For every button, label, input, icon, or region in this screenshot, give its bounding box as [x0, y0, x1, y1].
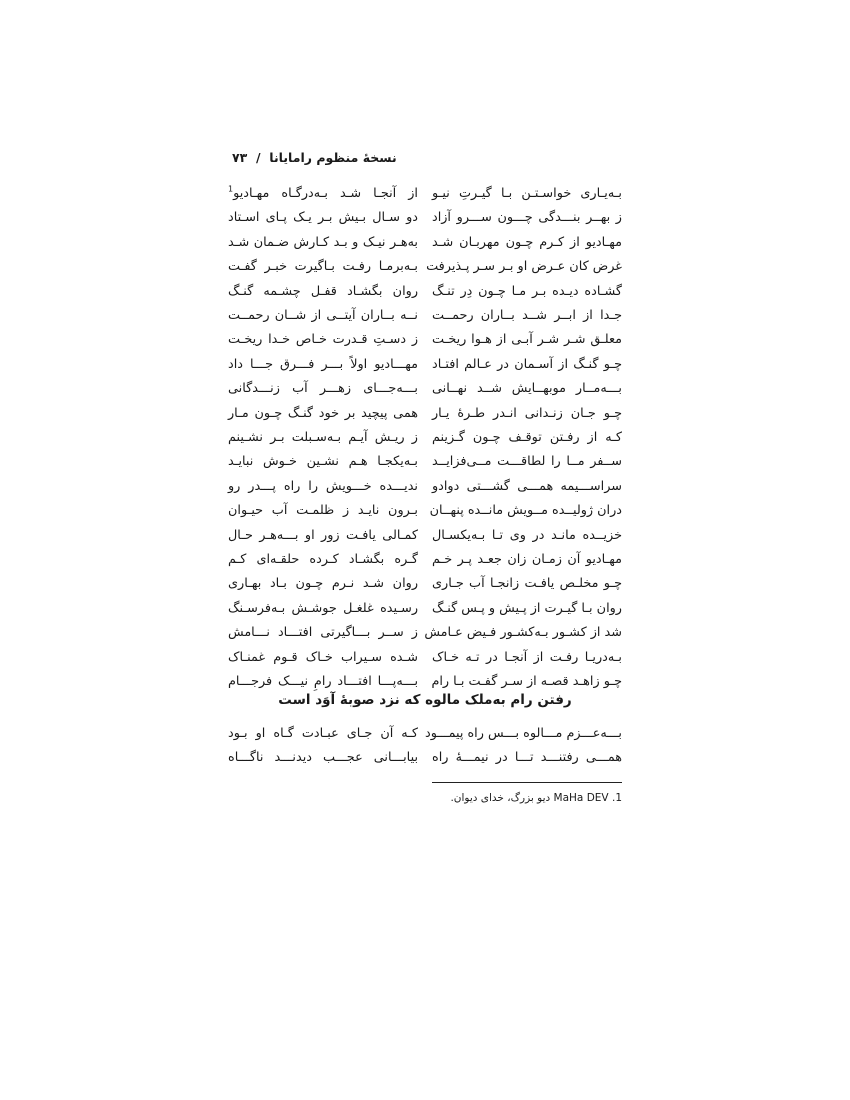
verse-left: کمـالی یافـت زور او بـــه‌هـر حـال	[228, 527, 418, 543]
verse-left: گـره بگشـاد کـرده حلقـه‌ای کـم	[228, 552, 418, 567]
verse-right: چـو جـان زنـدانی انـدر طـرهٔ یـار	[432, 405, 622, 421]
verse-right: ســفر مــا را لطاقـــت مــی‌فزایــد	[432, 454, 622, 470]
footnote	[400, 792, 622, 810]
verse-left: ز ریـش آیـم بـه‌سـبلت بـر نشـینم	[228, 430, 418, 445]
verse-right: مهـادیو آن زمـان زان جعـد پـر خـم	[432, 552, 622, 567]
section-verse-left: کـه آن جـای عبـادت گـاه او بـود	[228, 726, 418, 741]
verse-right: بـــه‌مــار موبهــایش شــد نهــانی	[432, 381, 622, 397]
verse-right: روان بـا گیـرت از پـیش و پـس گنـگ	[432, 600, 622, 616]
verse-right: خزیــده مانـد در وی تـا بـه‌یکسـال	[432, 527, 622, 543]
verse-right: چـو گنـگ از آسـمان در عـالم افتـاد	[432, 356, 622, 372]
verse-right: غرض کان عـرض او بـر سـر پـذیرفت	[426, 259, 622, 275]
verse-left: روان بگشـاد قفـل چشـمه گنـگ	[228, 283, 418, 299]
section-verse-right: همـــی رفتنـــد تـــا در نیمـــهٔ راه	[432, 750, 622, 766]
verse-left: همی پیچید بر خود گنـگ چـون مـار	[228, 405, 418, 421]
verse-right: بـه‌دریـا رفـت از آنجـا در تـه خـاک	[432, 649, 622, 665]
verse-left	[228, 182, 418, 206]
running-header-separator: /	[255, 150, 261, 165]
verse-right: جـدا از ابــر شــد بــاران رحمــت	[432, 308, 622, 323]
verse-left: بـه‌برمـا رفـت بـاگیرت خبـر گفـت	[228, 259, 418, 275]
verse-right: سراســـیمه همـــی گشـــتی دوادو	[432, 478, 622, 494]
verse-left: ندیـــده خـــویش را راه پـــدر رو	[228, 478, 418, 494]
verse-right: بـه‌یـاری خواسـتـن بـا گیـرتِ نیـو	[432, 186, 622, 201]
verse-left: ز ســر بـــاگیرتی افتـــاد نـــامش	[228, 625, 418, 641]
section-heading: رفتن رام به‌ملک مالوه که نزد صوبهٔ آوَد است	[278, 692, 572, 708]
verse-right: گشـاده دیـده بـر مـا چـون دِر تنـگ	[432, 283, 622, 299]
verse-left: روان شـد نـرم چـون بـاد بهـاری	[228, 576, 418, 592]
verse-left: بـرون نایـد ز ظلمـت آب حیـوان	[228, 503, 418, 519]
verse-right: ز بهــر بنـــدگی چـــون ســـرو آزاد	[432, 210, 622, 226]
footnote-reference: 1	[228, 184, 234, 194]
verse-right: کـه از رفـتن توقـف چـون گـزینم	[432, 430, 622, 445]
verse-right: مهـادیو از کـرم چـون مهربـان شـد	[432, 234, 622, 250]
verse-right: چـو مخلـص یافـت زانجـا آب جـاری	[432, 576, 622, 592]
verse-left: شـده سـیراب خـاک قـوم غمنـاک	[228, 649, 418, 665]
footnote-divider	[432, 782, 622, 783]
footnote-number: 1.	[611, 792, 622, 804]
verse-right: دران ژولیــده مــویش مانــده پنهــان	[429, 503, 622, 519]
verse-left-text: از آنجـا شـد بـه‌درگـاه مهـادیو	[233, 186, 418, 201]
page-number: ۷۳	[232, 150, 248, 165]
verse-right: شد از کشـور بـه‌کشـور فـیض عـامش	[424, 625, 622, 641]
section-verse-right: بـــه‌عـــزم مـــالوه بـــس راه پیمـــود	[425, 726, 622, 741]
verse-left: نــه بــاران آیتــی از شــان رحمــت	[228, 308, 418, 323]
verse-left: ز دسـتِ قـدرت خـاص خـدا ریخـت	[228, 332, 418, 348]
section-verse-left: بیابـــانی عجـــب دیدنـــد ناگـــاه	[228, 750, 418, 766]
verse-left: مهـــادیو اولاً بـــر فـــرق جـــا داد	[228, 356, 418, 372]
verse-left: بـــه‌جـــای زهـــر آب زنـــدگانی	[228, 381, 418, 397]
running-header	[232, 150, 622, 172]
footnote-text: دیو بزرگ، خدای دیوان.	[450, 792, 551, 804]
verse-left: بـه‌یکجـا هـم نشـین خـوش نبایـد	[228, 454, 418, 470]
verse-right: چـو زاهـد قصـه از سـر گفـت بـا رام	[431, 674, 622, 689]
verse-right: معلـق شـر شـر آبـی از هـوا ریخـت	[432, 332, 622, 348]
verse-left: بـــه‌پـــا افتـــاد رامِ نیـــک فرجـــام	[228, 674, 418, 689]
running-header-title: نسخهٔ منظوم رامایانا	[269, 150, 397, 165]
footnote-latin: MaHa DEV	[553, 792, 609, 804]
verse-left: دو سـال بـیش بـر یـک پـای اسـتاد	[228, 210, 418, 226]
verse-left: به‌هـر نیـک و بـد کـارش ضـمان شـد	[228, 234, 418, 250]
verse-left: رسـیده غلغـل جوشـش بـه‌فرسـنگ	[228, 600, 418, 616]
